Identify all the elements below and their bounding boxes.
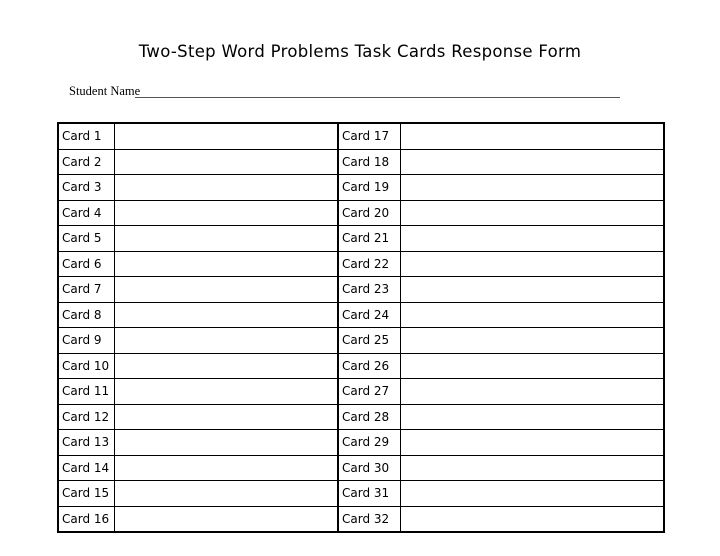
answer-cell[interactable] <box>114 328 338 354</box>
card-label: Card 1 <box>58 123 114 149</box>
card-label: Card 23 <box>338 277 400 303</box>
card-label: Card 5 <box>58 226 114 252</box>
table-row <box>58 277 664 303</box>
table-row <box>58 149 664 175</box>
answer-cell[interactable] <box>400 149 664 175</box>
table-row <box>58 404 664 430</box>
card-label: Card 13 <box>58 430 114 456</box>
answer-cell[interactable] <box>400 506 664 532</box>
card-label: Card 25 <box>338 328 400 354</box>
answer-cell[interactable] <box>114 481 338 507</box>
answer-cell[interactable] <box>400 353 664 379</box>
table-row <box>58 251 664 277</box>
answer-cell[interactable] <box>114 404 338 430</box>
card-label: Card 19 <box>338 175 400 201</box>
card-label: Card 30 <box>338 455 400 481</box>
card-label: Card 28 <box>338 404 400 430</box>
card-label: Card 8 <box>58 302 114 328</box>
answer-cell[interactable] <box>400 404 664 430</box>
answer-cell[interactable] <box>114 455 338 481</box>
answer-cell[interactable] <box>114 149 338 175</box>
answer-cell[interactable] <box>114 175 338 201</box>
card-label: Card 11 <box>58 379 114 405</box>
answer-cell[interactable] <box>400 481 664 507</box>
answer-cell[interactable] <box>114 277 338 303</box>
answer-cell[interactable] <box>400 251 664 277</box>
answer-cell[interactable] <box>114 302 338 328</box>
card-label: Card 29 <box>338 430 400 456</box>
table-row <box>58 123 664 149</box>
answer-cell[interactable] <box>400 200 664 226</box>
card-label: Card 24 <box>338 302 400 328</box>
response-table <box>57 122 665 533</box>
answer-cell[interactable] <box>400 430 664 456</box>
answer-cell[interactable] <box>114 430 338 456</box>
card-label: Card 20 <box>338 200 400 226</box>
answer-cell[interactable] <box>114 123 338 149</box>
card-label: Card 22 <box>338 251 400 277</box>
table-row <box>58 353 664 379</box>
card-label: Card 4 <box>58 200 114 226</box>
table-row <box>58 328 664 354</box>
table-row <box>58 226 664 252</box>
card-label: Card 15 <box>58 481 114 507</box>
table-row <box>58 455 664 481</box>
answer-cell[interactable] <box>400 277 664 303</box>
card-label: Card 12 <box>58 404 114 430</box>
answer-cell[interactable] <box>114 379 338 405</box>
card-label: Card 18 <box>338 149 400 175</box>
table-row <box>58 430 664 456</box>
card-label: Card 7 <box>58 277 114 303</box>
table-row <box>58 302 664 328</box>
card-label: Card 17 <box>338 123 400 149</box>
student-name-line[interactable] <box>135 97 620 98</box>
card-label: Card 31 <box>338 481 400 507</box>
student-name-field[interactable] <box>69 82 629 100</box>
answer-cell[interactable] <box>114 251 338 277</box>
answer-cell[interactable] <box>114 353 338 379</box>
answer-cell[interactable] <box>400 328 664 354</box>
table-row <box>58 379 664 405</box>
card-label: Card 3 <box>58 175 114 201</box>
card-label: Card 32 <box>338 506 400 532</box>
table-row <box>58 506 664 532</box>
answer-cell[interactable] <box>114 506 338 532</box>
card-label: Card 14 <box>58 455 114 481</box>
card-label: Card 21 <box>338 226 400 252</box>
answer-cell[interactable] <box>400 302 664 328</box>
card-label: Card 2 <box>58 149 114 175</box>
answer-cell[interactable] <box>114 200 338 226</box>
table-row <box>58 175 664 201</box>
card-label: Card 26 <box>338 353 400 379</box>
table-row <box>58 200 664 226</box>
response-table-body <box>58 123 664 532</box>
student-name-label: Student Name <box>69 84 141 98</box>
card-label: Card 6 <box>58 251 114 277</box>
answer-cell[interactable] <box>114 226 338 252</box>
card-label: Card 27 <box>338 379 400 405</box>
answer-cell[interactable] <box>400 123 664 149</box>
page-title: Two-Step Word Problems Task Cards Response Form <box>138 42 582 61</box>
answer-cell[interactable] <box>400 175 664 201</box>
table-row <box>58 481 664 507</box>
card-label: Card 9 <box>58 328 114 354</box>
card-label: Card 16 <box>58 506 114 532</box>
answer-cell[interactable] <box>400 455 664 481</box>
card-label: Card 10 <box>58 353 114 379</box>
answer-cell[interactable] <box>400 379 664 405</box>
answer-cell[interactable] <box>400 226 664 252</box>
